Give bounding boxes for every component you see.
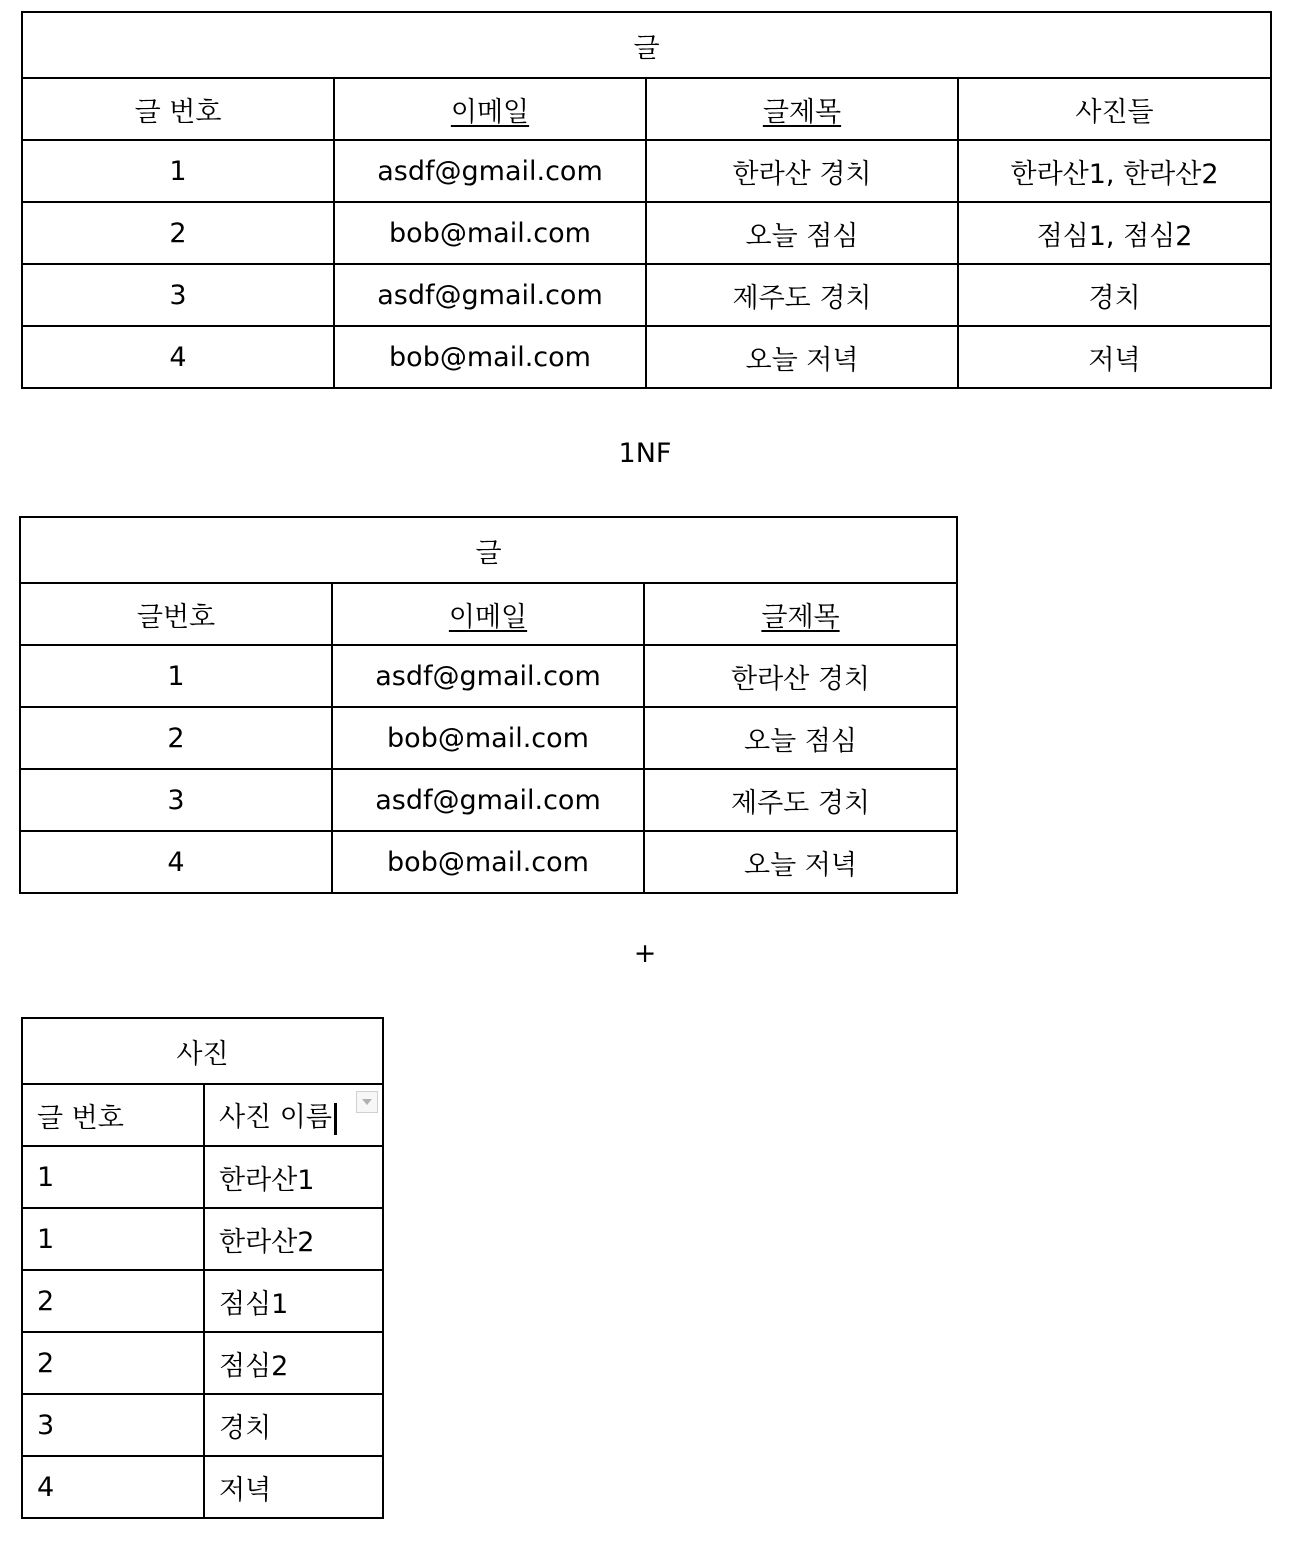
table-cell[interactable]: 오늘 저녁	[644, 831, 957, 893]
table-cell[interactable]: 2	[22, 1270, 204, 1332]
table-row	[22, 1146, 383, 1208]
table-cell[interactable]: 한라산 경치	[644, 645, 957, 707]
table-cell[interactable]: bob@mail.com	[332, 707, 644, 769]
table-cell[interactable]: 1	[20, 645, 332, 707]
post-table-1nf	[19, 516, 958, 894]
header-photos[interactable]: 사진들	[958, 78, 1271, 140]
table-header-row	[22, 1084, 383, 1146]
post-table-unnormalized	[21, 11, 1272, 389]
table-row	[22, 1270, 383, 1332]
table-cell[interactable]: 한라산 경치	[646, 140, 958, 202]
table-header-row	[20, 583, 957, 645]
table-cell[interactable]: 2	[22, 202, 334, 264]
label-plus: +	[633, 938, 657, 969]
table-row	[22, 1394, 383, 1456]
header-email[interactable]	[334, 78, 646, 140]
table-cell[interactable]: 점심1	[204, 1270, 383, 1332]
table-row	[22, 140, 1271, 202]
table-cell[interactable]: 4	[22, 326, 334, 388]
header-post-title-text: 글제목	[762, 96, 842, 128]
label-1nf: 1NF	[618, 438, 672, 469]
table-row	[22, 1332, 383, 1394]
table-cell[interactable]: bob@mail.com	[334, 326, 646, 388]
table-cell[interactable]: 오늘 저녁	[646, 326, 958, 388]
table-title-row	[20, 517, 957, 583]
header-post-number[interactable]: 글 번호	[22, 78, 334, 140]
photo-table	[21, 1017, 384, 1519]
table-cell[interactable]: 2	[22, 1332, 204, 1394]
table-row	[22, 202, 1271, 264]
table-row	[20, 645, 957, 707]
table-cell[interactable]: 4	[20, 831, 332, 893]
header-post-title[interactable]	[644, 583, 957, 645]
table-cell[interactable]: 한라산1, 한라산2	[958, 140, 1271, 202]
table-cell[interactable]: bob@mail.com	[332, 831, 644, 893]
table-row	[22, 1208, 383, 1270]
header-email-text: 이메일	[450, 96, 530, 128]
table-cell[interactable]: 한라산2	[204, 1208, 383, 1270]
table-cell[interactable]: 경치	[958, 264, 1271, 326]
header-email-text: 이메일	[448, 601, 528, 633]
header-post-title-text: 글제목	[761, 601, 840, 633]
table-cell[interactable]: 1	[22, 1208, 204, 1270]
table-cell[interactable]: 제주도 경치	[644, 769, 957, 831]
table-cell[interactable]: 점심1, 점심2	[958, 202, 1271, 264]
table-cell[interactable]: asdf@gmail.com	[334, 264, 646, 326]
table-cell[interactable]: asdf@gmail.com	[334, 140, 646, 202]
table-cell[interactable]: asdf@gmail.com	[332, 645, 644, 707]
table-cell[interactable]: 저녁	[204, 1456, 383, 1518]
header-photo-name[interactable]	[204, 1084, 383, 1146]
table-cell[interactable]: 2	[20, 707, 332, 769]
table-cell[interactable]: 제주도 경치	[646, 264, 958, 326]
table-cell[interactable]: 저녁	[958, 326, 1271, 388]
table-title-row	[22, 1018, 383, 1084]
table-cell[interactable]: 1	[22, 1146, 204, 1208]
table-cell[interactable]: 한라산1	[204, 1146, 383, 1208]
table-title[interactable]: 글	[22, 12, 1271, 78]
table-row	[20, 831, 957, 893]
chevron-down-icon[interactable]	[356, 1091, 378, 1113]
table-cell[interactable]: 경치	[204, 1394, 383, 1456]
table-title[interactable]: 글	[20, 517, 957, 583]
table-header-row	[22, 78, 1271, 140]
header-post-number[interactable]: 글 번호	[22, 1084, 204, 1146]
header-post-title[interactable]	[646, 78, 958, 140]
header-email[interactable]	[332, 583, 644, 645]
table-row	[22, 326, 1271, 388]
table-cell[interactable]: 4	[22, 1456, 204, 1518]
table-title-row	[22, 12, 1271, 78]
table-cell[interactable]: 1	[22, 140, 334, 202]
table-row	[22, 264, 1271, 326]
table-cell[interactable]: 오늘 점심	[644, 707, 957, 769]
table-row	[20, 707, 957, 769]
header-post-number[interactable]: 글번호	[20, 583, 332, 645]
table-cell[interactable]: bob@mail.com	[334, 202, 646, 264]
table-cell[interactable]: asdf@gmail.com	[332, 769, 644, 831]
table-cell[interactable]: 점심2	[204, 1332, 383, 1394]
table-row	[22, 1456, 383, 1518]
table-cell[interactable]: 3	[22, 1394, 204, 1456]
text-cursor	[334, 1103, 337, 1135]
table-title[interactable]: 사진	[22, 1018, 383, 1084]
table-cell[interactable]: 3	[22, 264, 334, 326]
header-photo-name-text: 사진 이름	[219, 1102, 332, 1134]
table-row	[20, 769, 957, 831]
table-cell[interactable]: 오늘 점심	[646, 202, 958, 264]
table-cell[interactable]: 3	[20, 769, 332, 831]
